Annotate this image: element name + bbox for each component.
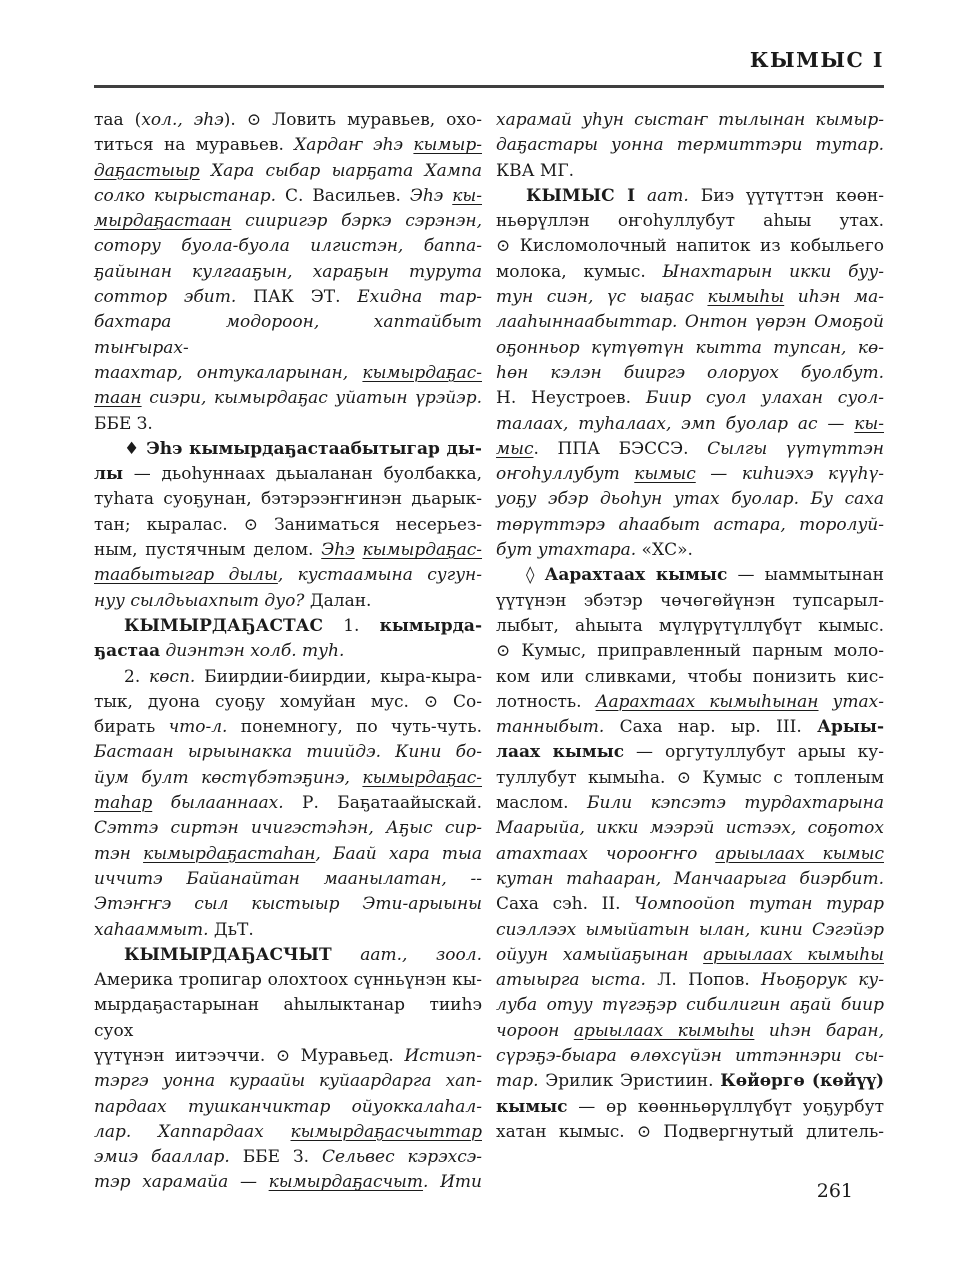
- text-run: таабытыгар дылы: [94, 565, 278, 586]
- text-run: Н. Неустроев.: [496, 388, 646, 409]
- running-head: КЫМЫС I: [749, 48, 884, 72]
- text-line: [496, 386, 884, 411]
- text-run: аат., зоол.: [331, 944, 482, 965]
- text-line: [496, 968, 884, 993]
- text-line: [496, 690, 884, 715]
- text-line: [496, 1019, 884, 1044]
- text-line: [496, 108, 884, 133]
- text-run: даҕастары уонна термиттэри тутар.: [496, 135, 884, 156]
- text-line: [94, 1145, 482, 1170]
- text-line: [496, 361, 884, 386]
- text-run: атыырга ыста.: [496, 970, 658, 991]
- text-run: тэн: [94, 843, 144, 864]
- text-run: хатан кымыс.: [496, 1121, 637, 1142]
- text-line: [496, 1044, 884, 1069]
- text-run: тун сиэн, үс ыаҕас: [496, 287, 708, 308]
- text-line: [496, 538, 884, 563]
- text-run: Ехидна тар-: [357, 287, 482, 308]
- text-run: Заниматься несерьез-: [258, 514, 482, 535]
- text-line: [496, 892, 884, 917]
- text-line: [94, 918, 482, 943]
- text-run: титься на муравьев.: [94, 135, 295, 156]
- text-run: мырдаҕастаан: [94, 211, 232, 232]
- text-run: кы-: [452, 185, 482, 206]
- column-left: [94, 108, 482, 1196]
- text-run: Сылгы үүтүттэн: [707, 438, 884, 459]
- text-run: Подвергнутый длитель-: [651, 1121, 885, 1142]
- text-run: Далан.: [309, 590, 372, 611]
- text-line: [94, 159, 482, 184]
- text-line: [94, 791, 482, 816]
- text-run: Хардаҥ эһэ: [294, 135, 414, 156]
- text-run: сииригэр бэркэ сэрэнэн,: [231, 211, 482, 232]
- text-run: оҕонньор күтүөтүн кытта тупсан, кө-: [496, 337, 884, 358]
- text-run: лааһыннаабыттар. Онтон үөрэн Омоҕой: [496, 312, 884, 333]
- text-line: [496, 234, 884, 259]
- text-columns: [94, 108, 884, 1196]
- text-line: [496, 740, 884, 765]
- text-run: сиэллээх ымыйатын ылан, кини Сэгэйэр: [496, 919, 884, 940]
- text-run: ПАК ЭТ.: [236, 287, 358, 308]
- text-run: — ыаммытынан: [727, 565, 884, 586]
- text-run: Кумыс с топленым: [691, 767, 884, 788]
- text-run: ББЕ З.: [229, 1147, 322, 1168]
- text-run: пардаах тушканчиктар ойуоккалаһал-: [94, 1096, 482, 1117]
- text-line: [94, 816, 482, 841]
- marker-symbol: ♦: [124, 438, 147, 459]
- text-line: [496, 993, 884, 1018]
- text-run: Эһэ: [321, 540, 355, 561]
- text-line: [496, 184, 884, 209]
- text-run: арыылаах кымыс: [715, 843, 884, 864]
- text-run: талаах, туһалаах, эмп буолар ас —: [496, 413, 855, 434]
- text-line: [94, 1120, 482, 1145]
- text-run: ҕайынан кулгааҕын, хараҕын турута: [94, 261, 482, 282]
- text-line: [94, 386, 482, 411]
- text-line: [496, 260, 884, 285]
- text-run: Саха сэһ. II.: [496, 894, 635, 915]
- text-run: Эрилик Эристиин.: [538, 1071, 721, 1092]
- text-run: С. Васильев.: [276, 185, 410, 206]
- text-line: [94, 412, 482, 437]
- text-line: [496, 614, 884, 639]
- text-run: оҥоһуллубут: [496, 464, 635, 485]
- text-run: КВА МГ.: [496, 160, 574, 181]
- text-run: ньөрүллэн оҥоһуллубут аһыы утах.: [496, 211, 884, 232]
- text-run: Кисломолочный напиток из кобыльего: [510, 236, 884, 257]
- text-run: арыылаах кымыһы: [703, 944, 884, 965]
- text-line: [94, 462, 482, 487]
- text-run: атахтаах чорооҥҥо: [496, 843, 716, 864]
- marker-symbol: ⊙: [496, 641, 511, 662]
- text-run: туллубут кымыһа.: [496, 767, 677, 788]
- text-run: ойуун хамыйаҕынан: [496, 944, 704, 965]
- text-line: [94, 993, 482, 1044]
- text-line: [496, 336, 884, 361]
- text-run: солко кырыстанар.: [94, 185, 277, 206]
- text-run: кымырдаҕас-: [362, 362, 482, 383]
- text-run: кымыс: [496, 1096, 568, 1117]
- text-line: [496, 791, 884, 816]
- text-run: мыс: [496, 438, 534, 459]
- text-line: [496, 589, 884, 614]
- text-run: арыылаах кымыһы: [573, 1020, 755, 1041]
- text-run: лыбыт, аһыыта мүлүрүтүллүбүт кымыс.: [496, 615, 884, 636]
- text-run: , Баай хара тыа: [315, 843, 483, 864]
- text-run: кымырдаҕас-: [362, 767, 482, 788]
- text-run: тэргэ уонна кураайы куйаардарга хап-: [94, 1071, 482, 1092]
- text-line: [94, 665, 482, 690]
- text-line: [94, 1170, 482, 1195]
- text-run: Л. Попов.: [657, 970, 762, 991]
- marker-symbol: ◊: [526, 565, 545, 586]
- text-run: Аарахтаах кымыс: [544, 565, 728, 586]
- text-run: Арыы-: [817, 717, 884, 738]
- text-run: молока, кумыс.: [496, 261, 663, 282]
- marker-symbol: ⊙: [246, 110, 262, 130]
- text-run: ).: [223, 110, 247, 130]
- text-run: чороон: [496, 1020, 574, 1041]
- text-run: Маарыйа, икки мээрэй истээх, соҕотох: [496, 818, 884, 839]
- text-run: Көйөргө (көйүү): [720, 1071, 884, 1092]
- text-run: «ХС».: [636, 540, 693, 561]
- text-line: [94, 842, 482, 867]
- text-run: Били кэпсэтэ турдахтарына: [586, 793, 884, 814]
- text-run: Ньоҕорук ку-: [761, 970, 885, 991]
- page-number: 261: [816, 1180, 853, 1202]
- text-run: КЫМЫРДАҔАСТАС: [124, 615, 324, 636]
- text-run: иһэн ма-: [784, 287, 884, 308]
- text-run: Ловить муравьев, охо-: [261, 110, 482, 130]
- text-run: КЫМЫРДАҔАСЧЫТ: [124, 944, 332, 965]
- text-line: [94, 968, 482, 993]
- text-line: [496, 285, 884, 310]
- text-line: [94, 614, 482, 639]
- text-line: [496, 715, 884, 740]
- text-run: даҕастыыр: [94, 160, 200, 181]
- text-line: [94, 437, 482, 462]
- text-line: [94, 234, 482, 259]
- text-run: Ынахтарын икки буу-: [662, 261, 884, 282]
- text-run: Бастаан ырыынакка тиийдэ. Кини бо-: [94, 742, 482, 763]
- marker-symbol: ⊙: [496, 236, 511, 257]
- text-line: [94, 690, 482, 715]
- text-line: [94, 184, 482, 209]
- text-run: эмиэ бааллар.: [94, 1147, 230, 1168]
- text-run: что-л.: [168, 717, 228, 738]
- text-run: үүтүнэн эбэтэр чөчөгөйүнэн тупсарыл-: [496, 590, 884, 611]
- text-run: ком или сливками, чтобы понизить кис-: [496, 666, 884, 687]
- text-run: 2.: [124, 666, 150, 687]
- text-run: былааннаах.: [152, 793, 303, 814]
- text-run: кымыс: [634, 464, 696, 485]
- text-line: [94, 310, 482, 361]
- text-line: [94, 209, 482, 234]
- text-run: КЫМЫС I: [526, 185, 636, 206]
- text-run: понемногу, по чуть-чуть.: [227, 717, 482, 738]
- text-run: иһэн баран,: [754, 1020, 884, 1041]
- text-line: [94, 943, 482, 968]
- text-run: һөн кэлэн бииргэ олоруох буолбут.: [496, 362, 884, 383]
- text-run: танныбыт.: [496, 717, 605, 738]
- text-line: [496, 1095, 884, 1120]
- text-run: — өр көөнньөрүллүбүт уоҕурбут: [567, 1096, 884, 1117]
- text-run: тык, дуона суоҕу хомуйан мус.: [94, 691, 424, 712]
- text-run: . ППА БЭССЭ.: [533, 438, 708, 459]
- text-line: [496, 563, 884, 588]
- text-line: [496, 1069, 884, 1094]
- text-run: кымырда-: [379, 615, 482, 636]
- marker-symbol: ⊙: [423, 691, 439, 712]
- text-run: Р. Баҕатаайыскай.: [302, 793, 483, 814]
- text-run: төрүттэрэ аһаабыт астара, торолуй-: [496, 514, 884, 535]
- marker-symbol: ⊙: [243, 514, 259, 535]
- text-run: сиэри, кымырдаҕас уйатын үрэйэр.: [141, 388, 482, 409]
- text-run: кымырдаҕастаһан: [143, 843, 316, 864]
- text-line: [94, 892, 482, 917]
- text-run: Муравьед.: [290, 1045, 405, 1066]
- text-run: таахтар, онтукаларынан,: [94, 362, 363, 383]
- text-run: кымыр-: [413, 135, 482, 156]
- text-run: лы: [94, 464, 124, 485]
- text-run: тар.: [496, 1071, 539, 1092]
- text-line: [94, 766, 482, 791]
- text-line: [94, 563, 482, 588]
- text-run: Биир суол улахан суол-: [645, 388, 884, 409]
- text-line: [94, 639, 482, 664]
- text-run: Биирдии-биирдии, кыра-кыра-: [195, 666, 482, 687]
- text-line: [496, 412, 884, 437]
- marker-symbol: ⊙: [275, 1045, 291, 1066]
- text-run: кымыһы: [707, 287, 785, 308]
- text-run: аат.: [635, 185, 689, 206]
- text-line: [496, 766, 884, 791]
- text-line: [496, 842, 884, 867]
- text-line: [496, 462, 884, 487]
- text-run: диэнтэн холб. туһ.: [160, 641, 345, 662]
- text-run: көсп.: [149, 666, 196, 687]
- text-run: — оргутуллубут арыы ку-: [624, 742, 884, 763]
- text-run: ДьТ.: [208, 919, 254, 940]
- text-run: кутан таһааран, Манчаарыга биэрбит.: [496, 868, 884, 889]
- text-line: [94, 285, 482, 310]
- text-run: Этэҥҥэ сыл кыстыыр Эти-арыыны: [94, 894, 482, 915]
- text-line: [94, 1069, 482, 1094]
- text-run: лар. Хаппардаах: [94, 1121, 291, 1142]
- text-run: кы-: [854, 413, 884, 434]
- text-run: мырдаҕастарынан аһылыктанар тииһэ суох: [94, 995, 482, 1041]
- text-run: Сэттэ сиртэн ичигэстэһэн, Аҕыс сир-: [94, 818, 482, 839]
- text-line: [94, 589, 482, 614]
- text-line: [94, 715, 482, 740]
- text-run: таһар: [94, 793, 153, 814]
- text-run: лотность.: [496, 691, 596, 712]
- text-run: ным, пустячным делом.: [94, 540, 322, 561]
- text-run: сотору буола-буола илгистэн, баппа-: [94, 236, 482, 257]
- text-line: [94, 133, 482, 158]
- text-line: [94, 1095, 482, 1120]
- text-run: таа (: [94, 110, 142, 130]
- text-run: ҕастаа: [94, 641, 161, 662]
- text-line: [496, 513, 884, 538]
- text-line: [496, 867, 884, 892]
- text-run: таан: [94, 388, 142, 409]
- text-run: Сельвес кэрэхсэ-: [321, 1147, 482, 1168]
- text-run: соттор эбит.: [94, 287, 237, 308]
- text-run: үүтүнэн иитээччи.: [94, 1045, 276, 1066]
- text-line: [94, 361, 482, 386]
- text-run: кымырдаҕас-: [362, 540, 483, 561]
- text-run: нуу сылдьыахпыт дуо?: [94, 590, 310, 611]
- text-run: . Ити: [423, 1172, 482, 1193]
- marker-symbol: ⊙: [636, 1121, 652, 1142]
- text-run: , кустаамына сугун-: [277, 565, 482, 586]
- text-run: Эһэ: [409, 185, 453, 206]
- text-line: [496, 1120, 884, 1145]
- text-line: [94, 260, 482, 285]
- text-run: Истиэп-: [404, 1045, 482, 1066]
- text-run: бирать: [94, 717, 169, 738]
- text-run: маслом.: [496, 793, 587, 814]
- text-run: Хара сыбар ыарҕата Хампа: [199, 160, 482, 181]
- text-line: [94, 513, 482, 538]
- text-run: Эһэ кымырдаҕастаабытыгар ды-: [146, 438, 482, 459]
- text-line: [94, 108, 482, 133]
- header-rule: [94, 85, 884, 88]
- text-run: 1.: [323, 615, 380, 636]
- text-run: лаах кымыс: [496, 742, 625, 763]
- column-right: [496, 108, 884, 1196]
- text-line: [496, 918, 884, 943]
- text-line: [496, 639, 884, 664]
- text-run: Со-: [438, 691, 483, 712]
- text-run: Биэ үүтүттэн көөн-: [688, 185, 884, 206]
- text-line: [496, 209, 884, 234]
- text-run: тэр харамайа —: [94, 1172, 269, 1193]
- text-line: [94, 740, 482, 765]
- text-run: сүрэҕэ-быара өлөхсүйэн иттэннэри сы-: [496, 1045, 884, 1066]
- text-run: кымырдаҕасчыттар: [290, 1121, 482, 1142]
- text-run: Саха нар. ыр. III.: [604, 717, 818, 738]
- text-line: [496, 487, 884, 512]
- text-run: бахтара модороон, хаптайбыт тыҥырах-: [94, 312, 482, 358]
- text-line: [496, 437, 884, 462]
- text-run: — киһиэхэ күүһү-: [695, 464, 885, 485]
- text-run: — дьоһуннаах дьыаланан буолбакка,: [123, 464, 482, 485]
- text-line: [496, 133, 884, 158]
- text-run: иччитэ Байанайтан маанылатан, --: [94, 868, 482, 889]
- text-line: [496, 816, 884, 841]
- text-run: харамай уһун сыстаҥ тылынан кымыр-: [496, 110, 884, 130]
- text-run: хаһааммыт.: [94, 919, 209, 940]
- text-line: [94, 487, 482, 512]
- text-line: [496, 310, 884, 335]
- text-run: Чомпоойоп тутан турар: [634, 894, 884, 915]
- text-line: [496, 159, 884, 184]
- text-line: [94, 538, 482, 563]
- text-run: ББЕ З.: [94, 413, 153, 434]
- text-line: [496, 665, 884, 690]
- text-run: утах-: [818, 691, 884, 712]
- text-run: туһата суоҕунан, бэтэрээҥҥинэн дьарык-: [94, 489, 482, 510]
- text-run: кымырдаҕасчыт: [268, 1172, 424, 1193]
- text-run: йум булт көстүбэтэҕинэ,: [94, 767, 363, 788]
- marker-symbol: ⊙: [676, 767, 692, 788]
- text-line: [94, 867, 482, 892]
- text-run: Кумыс, приправленный парным моло-: [510, 641, 884, 662]
- text-line: [94, 1044, 482, 1069]
- text-run: Америка тропигар олохтоох сүнньүнэн кы-: [94, 970, 482, 991]
- text-line: [496, 943, 884, 968]
- text-run: хол., эһэ: [141, 110, 224, 130]
- text-run: луба отуу түгэҕэр сибилигин аҕай биир: [496, 995, 884, 1016]
- text-run: Аарахтаах кымыһынан: [595, 691, 819, 712]
- text-run: бут утахтара.: [496, 540, 637, 561]
- text-run: уоҕу эбэр дьоһун утах буолар. Бу саха: [496, 489, 884, 510]
- text-run: тан; кыралас.: [94, 514, 244, 535]
